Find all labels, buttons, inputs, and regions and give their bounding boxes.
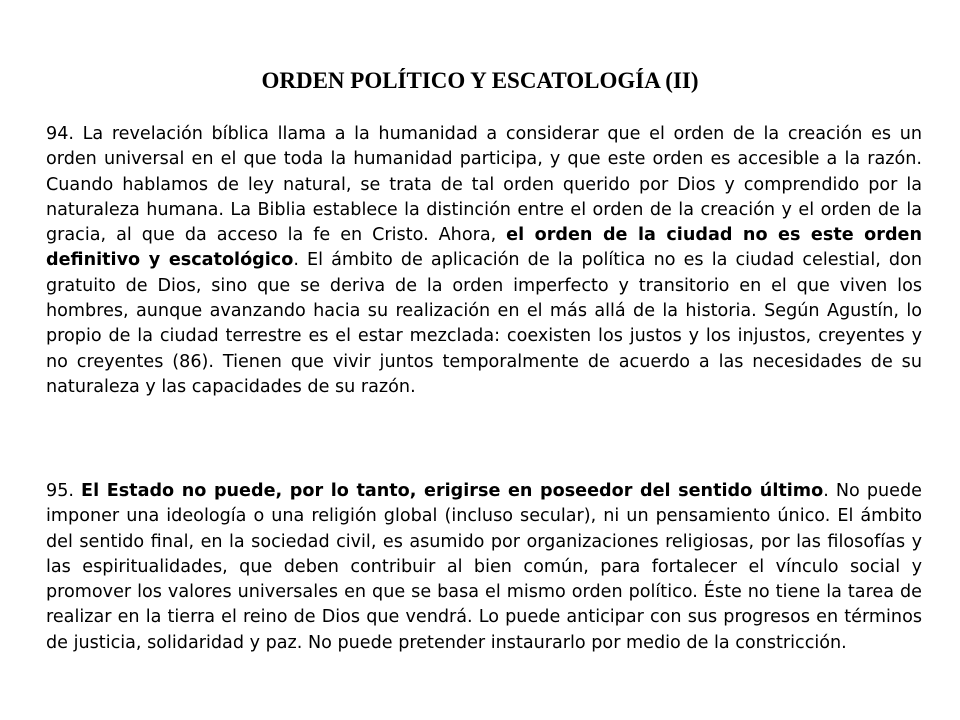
paragraph-text: . El ámbito de aplicación de la política no es la ciudad celestial, don gratuito de Dios, sino que se deriva de la orden imperfecto y transitorio en el que viven los hombres, aunque avanzando hacia su realización en el más allá de la historia. Según Agustín, lo propio de la ciudad terrestre es el estar mezclada: coexisten los justos y los injustos, creyentes y no creyentes (86). Tienen que vivir juntos temporalmente de acuerdo a las necesidades de su naturaleza y las capacidades de su razón. — [46, 250, 922, 397]
paragraph-number: 94. — [46, 124, 74, 144]
page-title: ORDEN POLÍTICO Y ESCATOLOGÍA (II) — [261, 68, 699, 93]
paragraph-94 — [46, 122, 922, 400]
paragraph-text: La revelación bíblica llama a la humanidad a considerar que el orden de la creación es un orden universal en el que toda la humanidad participa, y que este orden es accesible a la razón. Cuando hablamos de ley natural, se trata de tal orden querido por Dios y comprendido por la naturaleza humana. La Biblia establece la distinción entre el orden de la creación y el orden de la gracia, al que da acceso la fe en Cristo. Ahora, — [46, 124, 922, 246]
paragraph-text — [74, 481, 81, 501]
paragraph-number: 95. — [46, 481, 74, 501]
paragraph-bold-text: El Estado no puede, por lo tanto, erigirse en poseedor del sentido último — [81, 481, 824, 501]
paragraph-95 — [46, 479, 922, 656]
paragraph-text: . No puede imponer una ideología o una religión global (incluso secular), ni un pensamiento único. El ámbito del sentido final, en la sociedad civil, es asumido por organizaciones religiosas, por las filosofías y las espiritualidades, que deben contribuir al bien común, para fortalecer el vínculo social y promover los valores universales en que se basa el mismo orden político. Éste no tiene la tarea de realizar en la tierra el reino de Dios que vendrá. Lo puede anticipar con sus progresos en términos de justicia, solidaridad y paz. No puede pretender instaurarlo por medio de la constricción. — [46, 481, 922, 653]
paragraph-bold-text: el orden de la ciudad no es este orden definitivo y escatológico — [46, 225, 922, 271]
